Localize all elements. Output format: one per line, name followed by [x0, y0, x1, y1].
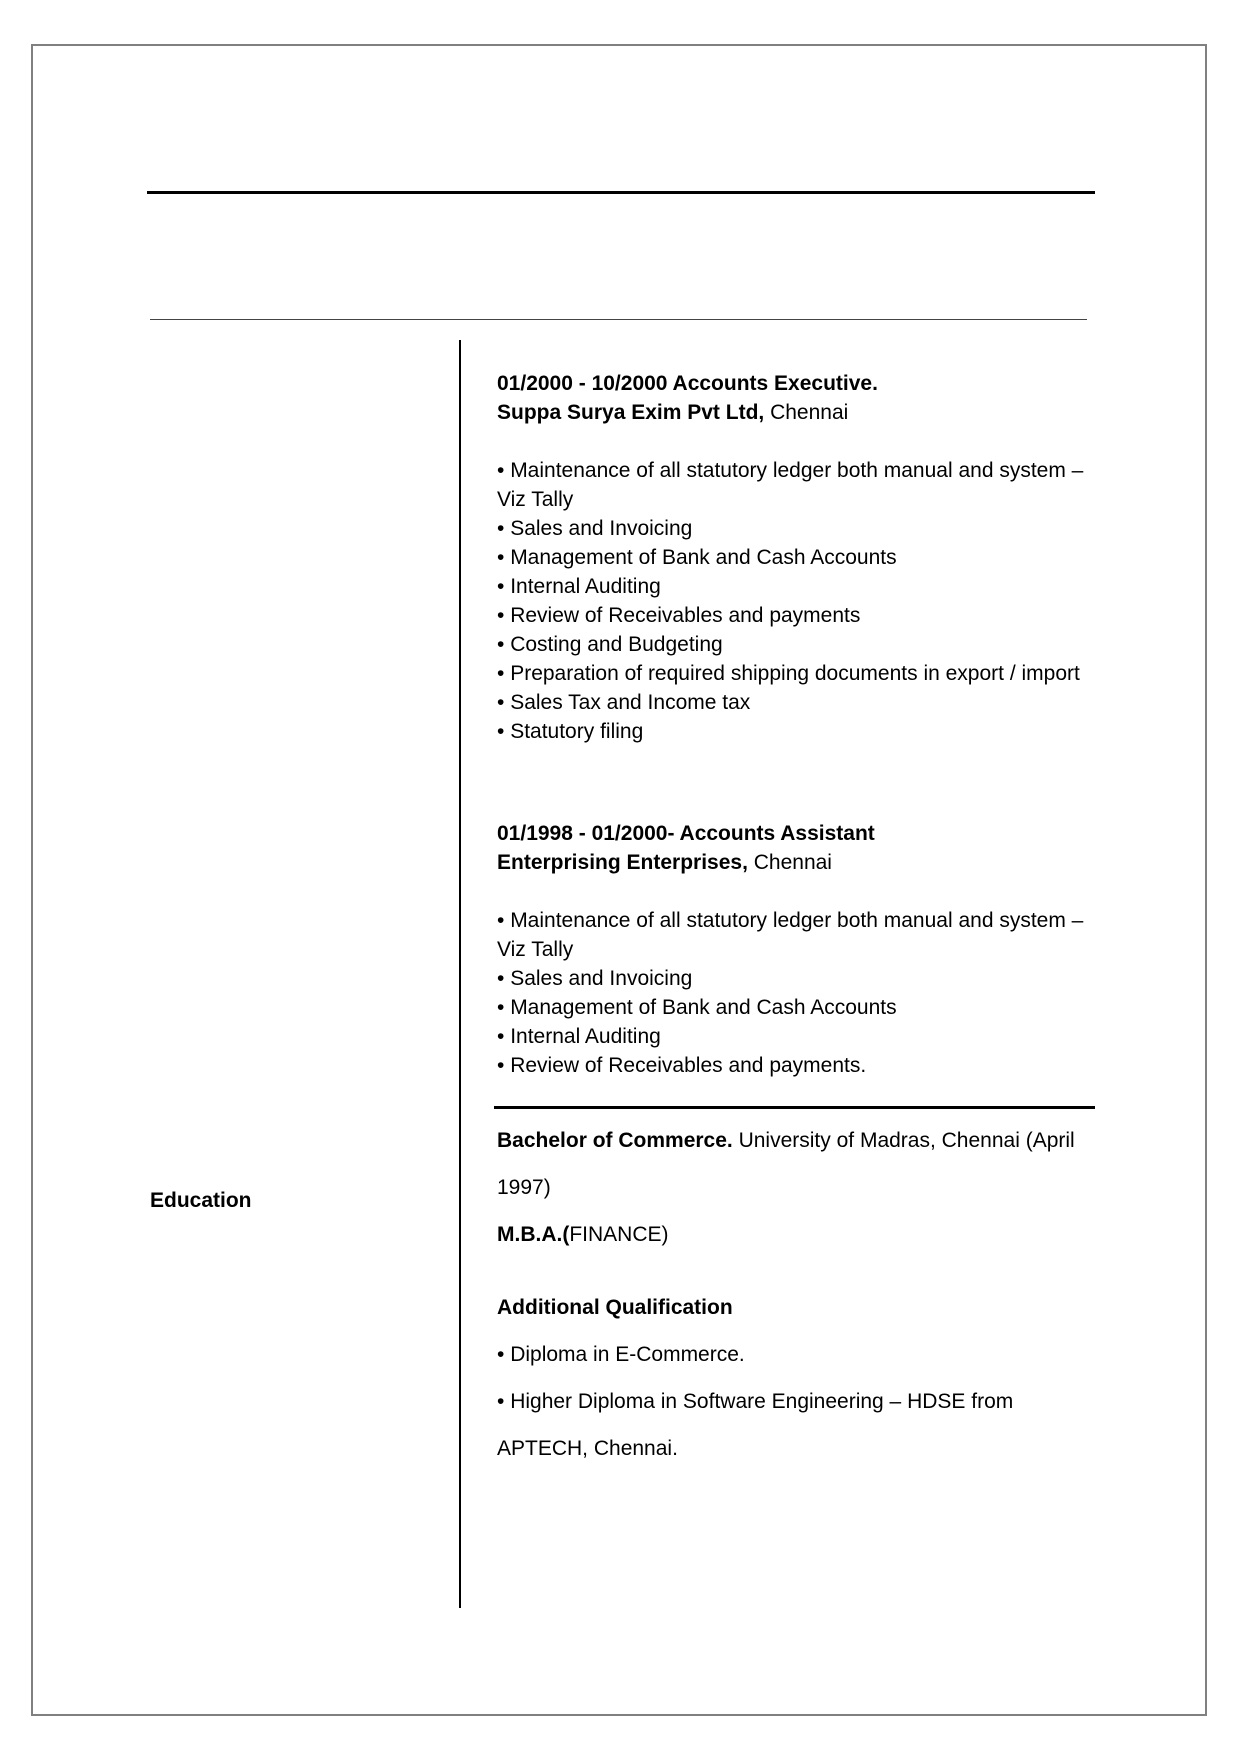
degree-title: M.B.A.( — [497, 1223, 570, 1246]
list-item: • Preparation of required shipping documents in export / import — [497, 659, 1087, 688]
degree-title: Bachelor of Commerce. — [497, 1129, 733, 1152]
job-entry-2 — [497, 819, 1087, 1080]
job-company: Enterprising Enterprises, — [497, 851, 748, 874]
job-company: Suppa Surya Exim Pvt Ltd, — [497, 401, 765, 424]
additional-qualification-list — [497, 1331, 1087, 1472]
list-item: • Diploma in E-Commerce. — [497, 1331, 1087, 1378]
list-item: • Higher Diploma in Software Engineering – HDSE from APTECH, Chennai. — [497, 1378, 1087, 1472]
job-city: Chennai — [764, 401, 849, 424]
list-item: • Review of Receivables and payments. — [497, 1051, 1087, 1080]
job-duties — [497, 906, 1087, 1080]
list-item: • Internal Auditing — [497, 572, 1087, 601]
job-company-line — [497, 398, 1087, 427]
education-rule — [494, 1106, 1095, 1109]
degree-detail: FINANCE) — [569, 1223, 669, 1246]
header-thin-rule — [150, 319, 1087, 320]
job-city: Chennai — [747, 851, 832, 874]
list-item: • Sales and Invoicing — [497, 514, 1087, 543]
job-company-line — [497, 848, 1087, 877]
additional-qualification-heading: Additional Qualification — [497, 1296, 733, 1319]
education-label: Education — [150, 1189, 252, 1212]
list-item: • Internal Auditing — [497, 1022, 1087, 1051]
list-item: • Costing and Budgeting — [497, 630, 1087, 659]
degree-bcom — [497, 1117, 1087, 1211]
degree-mba — [497, 1211, 1087, 1258]
education-block — [497, 1117, 1087, 1472]
list-item: • Review of Receivables and payments — [497, 601, 1087, 630]
list-item: • Maintenance of all statutory ledger both manual and system – Viz Tally — [497, 906, 1087, 964]
list-item: • Sales and Invoicing — [497, 964, 1087, 993]
header-rule — [147, 191, 1095, 194]
list-item: • Statutory filing — [497, 717, 1087, 746]
list-item: • Management of Bank and Cash Accounts — [497, 993, 1087, 1022]
job-entry-1 — [497, 369, 1087, 746]
column-divider — [459, 340, 461, 1608]
degree-detail: University of Madras, Chennai (April 1997) — [497, 1129, 1075, 1199]
job-heading: 01/1998 - 01/2000- Accounts Assistant — [497, 822, 875, 845]
job-heading: 01/2000 - 10/2000 Accounts Executive. — [497, 372, 878, 395]
job-duties — [497, 456, 1087, 746]
list-item: • Maintenance of all statutory ledger both manual and system – Viz Tally — [497, 456, 1087, 514]
list-item: • Sales Tax and Income tax — [497, 688, 1087, 717]
list-item: • Management of Bank and Cash Accounts — [497, 543, 1087, 572]
